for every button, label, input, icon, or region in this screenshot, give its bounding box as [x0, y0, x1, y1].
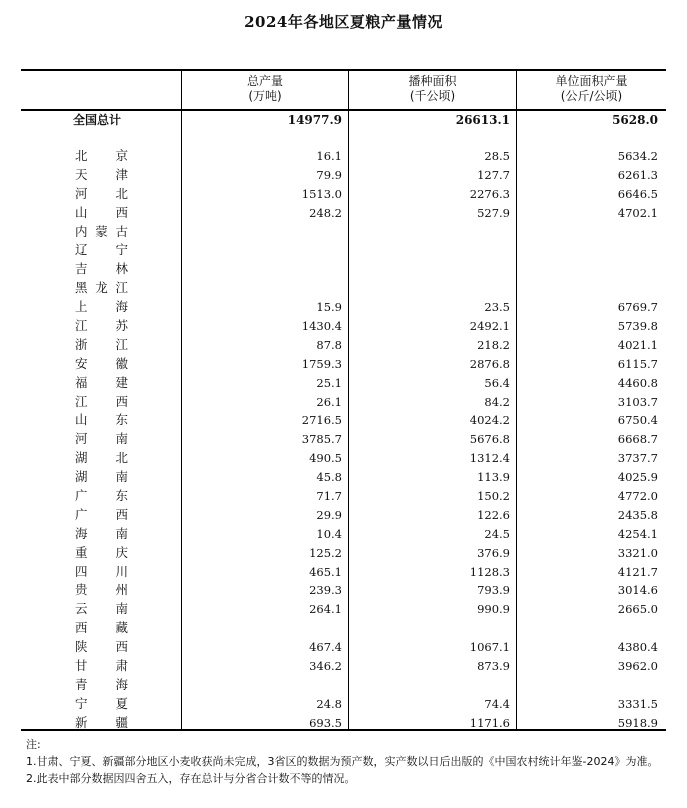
note-2: 2.此表中部分数据因四舍五入，存在总计与分省合计数不等的情况。 [26, 772, 356, 785]
header-production [182, 74, 348, 108]
region-yield: 2665.0 [617, 602, 658, 617]
region-name: 辽 宁 [75, 242, 128, 258]
region-production: 465.1 [309, 564, 342, 579]
table-row [21, 393, 666, 412]
region-production: 15.9 [316, 300, 342, 315]
region-name: 黑 龙 江 [75, 280, 128, 296]
region-name: 上 海 [75, 299, 128, 315]
region-name: 陕 西 [75, 639, 128, 655]
table-row [21, 638, 666, 657]
region-production: 16.1 [316, 149, 342, 163]
region-area: 28.5 [484, 149, 510, 163]
region-name: 内 蒙 古 [75, 223, 128, 239]
region-production: 239.3 [309, 583, 342, 598]
region-yield: 4380.4 [617, 640, 658, 655]
table-row [21, 581, 666, 600]
region-name: 广 西 [75, 506, 128, 522]
total-yield: 5628.0 [612, 113, 658, 127]
region-name: 四 川 [75, 563, 128, 579]
region-production: 24.8 [316, 696, 342, 711]
region-area: 5676.8 [469, 432, 510, 447]
header-area-label: 播种面积 [408, 74, 457, 88]
region-yield: 4702.1 [617, 205, 658, 220]
region-area: 376.9 [477, 545, 510, 560]
region-area: 74.4 [484, 696, 510, 711]
header-production-label: 总产量 [246, 74, 283, 88]
region-production: 264.1 [309, 602, 342, 617]
region-area: 873.9 [477, 659, 510, 674]
table-row [21, 355, 666, 374]
region-yield: 5918.9 [617, 715, 658, 730]
region-area: 2492.1 [469, 319, 510, 334]
header-yield-unit: (公斤/公顷) [560, 89, 623, 103]
region-area: 122.6 [477, 507, 510, 522]
table-row [21, 430, 666, 449]
table-row [21, 166, 666, 185]
region-production: 71.7 [316, 489, 342, 504]
region-name: 湖 南 [75, 469, 128, 485]
region-name: 江 西 [75, 393, 128, 409]
table-row [21, 487, 666, 506]
region-area: 150.2 [477, 489, 510, 504]
table-row [21, 468, 666, 487]
region-production: 2716.5 [301, 413, 342, 428]
region-area: 2276.3 [469, 186, 510, 201]
region-yield: 6646.5 [617, 186, 658, 201]
region-yield: 3962.0 [617, 659, 658, 674]
region-name: 江 苏 [75, 318, 128, 334]
region-area: 1067.1 [469, 640, 510, 655]
table-row [21, 600, 666, 619]
table-row [21, 241, 666, 260]
region-name: 云 南 [75, 601, 128, 617]
region-production: 26.1 [316, 394, 342, 409]
region-area: 4024.2 [469, 413, 510, 428]
region-production: 1513.0 [301, 186, 342, 201]
table-row [21, 525, 666, 544]
region-production: 25.1 [316, 375, 342, 390]
region-name: 广 东 [75, 488, 128, 504]
region-yield: 3331.5 [617, 696, 658, 711]
region-name: 重 庆 [75, 544, 128, 560]
region-yield: 4121.7 [617, 564, 658, 579]
region-production: 346.2 [309, 659, 342, 674]
total-label: 全国总计 [73, 113, 122, 127]
region-name: 海 南 [75, 525, 128, 541]
table-row [21, 317, 666, 336]
header-production-unit: (万吨) [248, 89, 282, 103]
region-production: 248.2 [309, 205, 342, 220]
region-name: 山 东 [75, 412, 128, 428]
region-production: 490.5 [309, 451, 342, 466]
region-name: 湖 北 [75, 450, 128, 466]
region-yield: 5739.8 [617, 319, 658, 334]
region-area: 127.7 [477, 167, 510, 182]
table-row [21, 185, 666, 204]
header-yield [517, 74, 666, 108]
table-row [21, 657, 666, 676]
region-yield: 4025.9 [617, 470, 658, 485]
region-production: 45.8 [316, 470, 342, 485]
region-name: 贵 州 [75, 582, 128, 598]
region-production: 467.4 [309, 640, 342, 655]
table-row [21, 298, 666, 317]
table-row [21, 506, 666, 525]
region-production: 29.9 [316, 507, 342, 522]
region-name: 吉 林 [75, 261, 128, 277]
region-yield: 6769.7 [617, 300, 658, 315]
region-yield: 2435.8 [617, 507, 658, 522]
table-row [21, 204, 666, 223]
region-yield: 4460.8 [617, 375, 658, 390]
total-production: 14977.9 [287, 113, 342, 127]
region-name: 新 疆 [75, 714, 128, 730]
table-row [21, 279, 666, 298]
region-area: 793.9 [477, 583, 510, 598]
region-yield: 4021.1 [617, 337, 658, 352]
region-production: 125.2 [309, 545, 342, 560]
table-row [21, 563, 666, 582]
region-area: 1171.6 [469, 715, 510, 730]
table-row [21, 411, 666, 430]
region-area: 527.9 [477, 205, 510, 220]
table-row [21, 695, 666, 714]
region-area: 990.9 [477, 602, 510, 617]
footnotes [26, 736, 666, 787]
table-row [21, 223, 666, 242]
table-row [21, 676, 666, 695]
total-row [21, 111, 666, 129]
region-yield: 3737.7 [617, 451, 658, 466]
region-name: 福 建 [75, 374, 128, 390]
region-area: 56.4 [484, 375, 510, 390]
region-yield: 3103.7 [617, 394, 658, 409]
region-yield: 4254.1 [617, 526, 658, 541]
region-name: 浙 江 [75, 336, 128, 352]
region-yield: 6668.7 [617, 432, 658, 447]
region-production: 79.9 [316, 167, 342, 182]
region-production: 87.8 [316, 337, 342, 352]
header-area-unit: (千公顷) [409, 89, 456, 103]
notes-heading: 注: [26, 738, 41, 751]
region-name: 天 津 [75, 166, 128, 182]
region-yield: 6750.4 [617, 413, 658, 428]
region-yield: 3014.6 [617, 583, 658, 598]
region-area: 84.2 [484, 394, 510, 409]
region-name: 北 京 [75, 148, 128, 163]
region-name: 安 徽 [75, 355, 128, 371]
region-name: 西 藏 [75, 620, 128, 636]
total-area: 26613.1 [455, 113, 510, 127]
table-row [21, 374, 666, 393]
region-yield: 5634.2 [617, 149, 658, 163]
region-name: 甘 肃 [75, 658, 128, 674]
table-row [21, 544, 666, 563]
region-rows [21, 147, 666, 733]
region-area: 2876.8 [469, 356, 510, 371]
region-area: 218.2 [477, 337, 510, 352]
table-row [21, 449, 666, 468]
region-area: 1128.3 [469, 564, 510, 579]
region-yield: 4772.0 [617, 489, 658, 504]
note-1: 1.甘肃、宁夏、新疆部分地区小麦收获尚未完成，3省区的数据为预产数，实产数以日后出版的《中国农村统计年鉴-2024》为准。 [26, 755, 659, 768]
region-production: 1759.3 [301, 356, 342, 371]
region-yield: 6115.7 [617, 356, 658, 371]
header-yield-label: 单位面积产量 [555, 74, 628, 88]
table-row [21, 147, 666, 166]
table-row [21, 336, 666, 355]
region-yield: 6261.3 [617, 167, 658, 182]
table-row [21, 714, 666, 733]
region-production: 693.5 [309, 715, 342, 730]
table-top-rule [21, 69, 666, 71]
region-production: 10.4 [316, 526, 342, 541]
region-area: 113.9 [477, 470, 510, 485]
region-production: 1430.4 [301, 319, 342, 334]
table-row [21, 260, 666, 279]
region-name: 青 海 [75, 676, 128, 692]
header-area [349, 74, 516, 108]
page-title: 2024年各地区夏粮产量情况 [244, 13, 443, 31]
region-name: 山 西 [75, 204, 128, 220]
region-name: 宁 夏 [75, 695, 128, 711]
region-name: 河 南 [75, 431, 128, 447]
region-name: 河 北 [75, 185, 128, 201]
region-production: 3785.7 [301, 432, 342, 447]
region-area: 1312.4 [469, 451, 510, 466]
region-area: 24.5 [484, 526, 510, 541]
region-yield: 3321.0 [617, 545, 658, 560]
table-row [21, 619, 666, 638]
region-area: 23.5 [484, 300, 510, 315]
